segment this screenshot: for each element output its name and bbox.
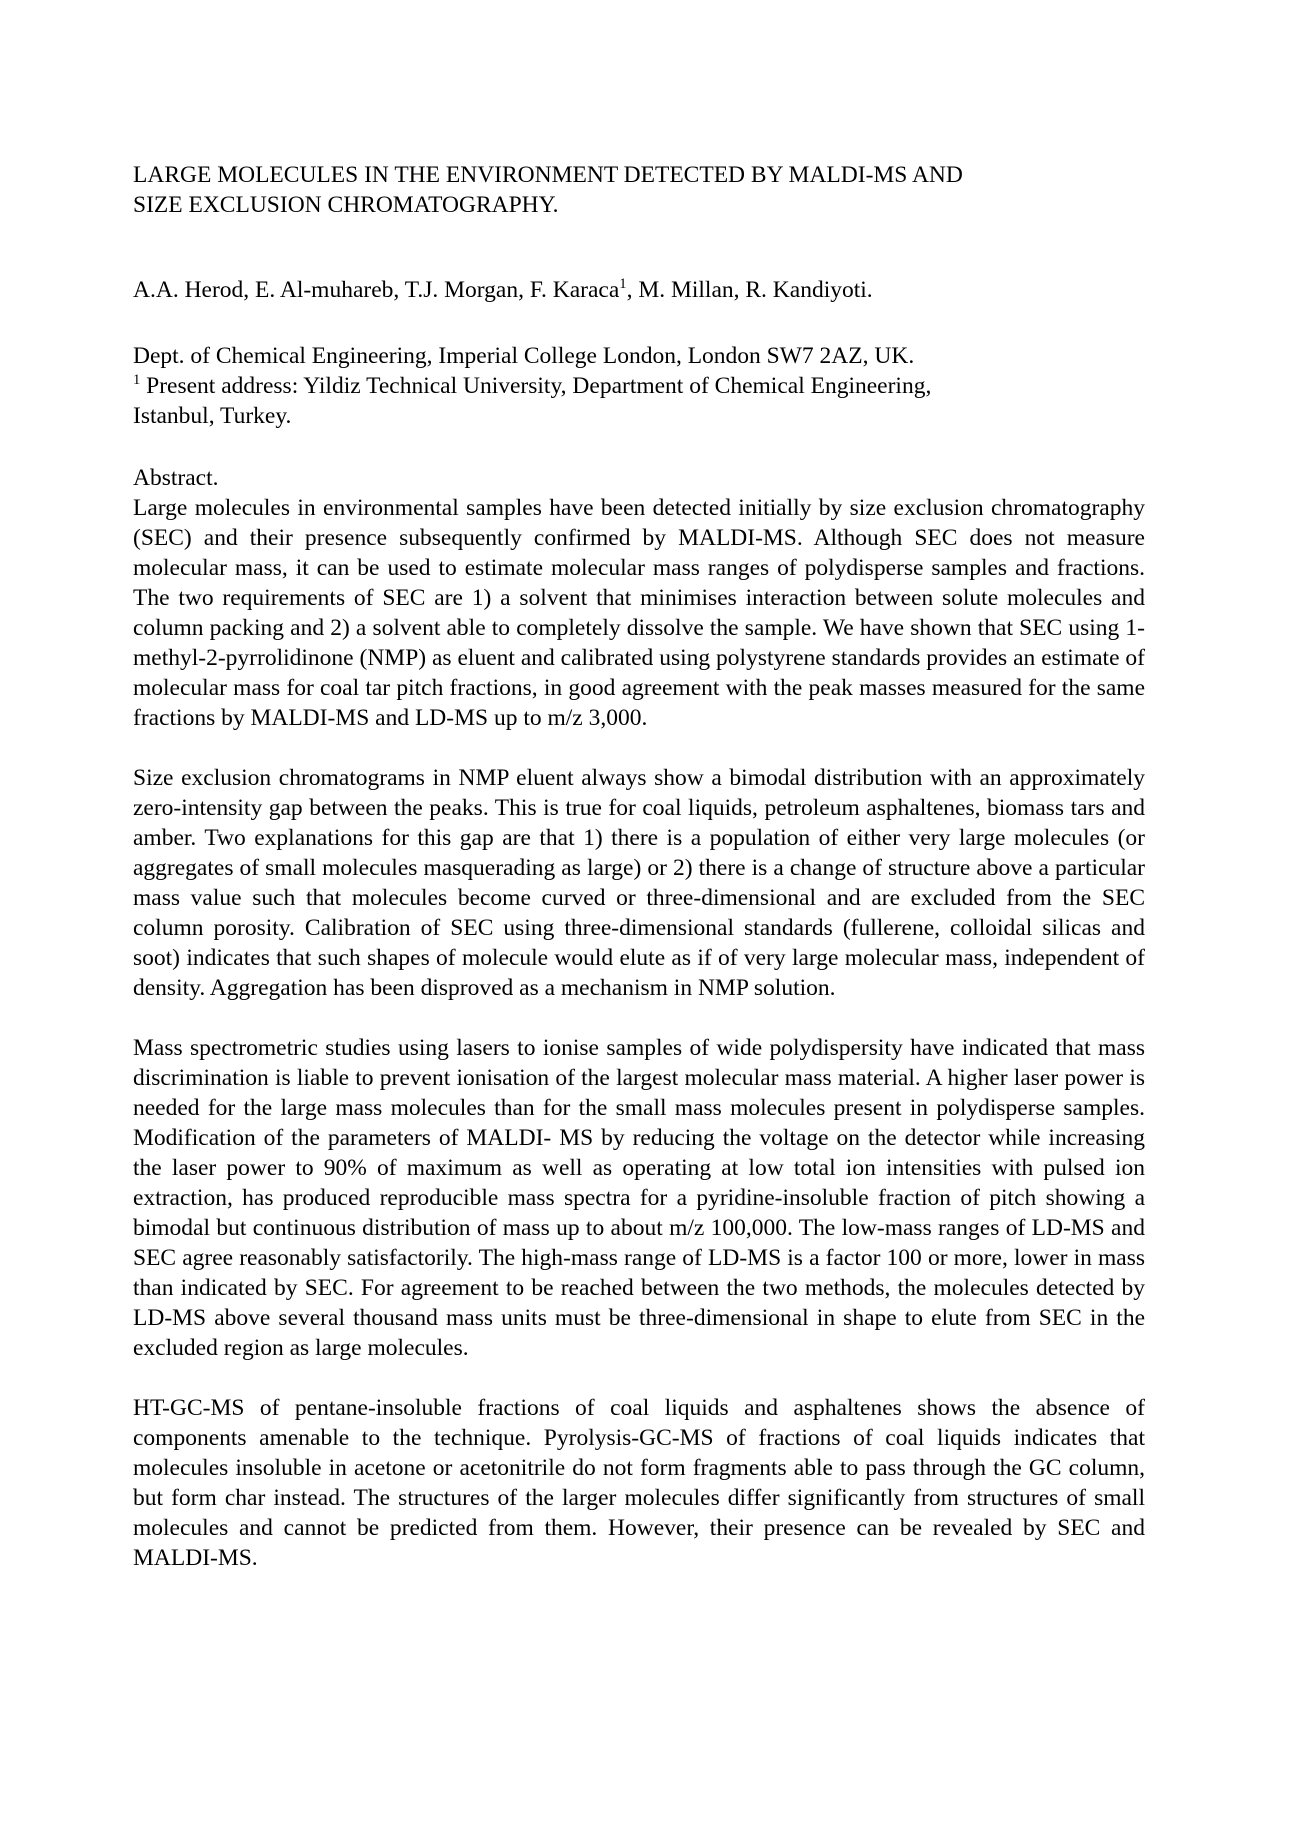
author-names-continued: , M. Millan, R. Kandiyoti. [626,277,873,303]
abstract-paragraph-1: Large molecules in environmental samples have been detected initially by size exclusion chromatography (SEC) and their presence subsequently confirmed by MALDI-MS. Although SEC does not measure molecular mass, it can be used to estimate molecular mass ranges of polydisperse samples and fractions. The two requirements of SEC are 1) a solvent that minimises interaction between solute molecules and column packing and 2) a solvent able to completely dissolve the sample. We have shown that SEC using 1-methyl-2-pyrrolidinone (NMP) as eluent and calibrated using polystyrene standards provides an estimate of molecular mass for coal tar pitch fractions, in good agreement with the peak masses measured for the same fractions by MALDI-MS and LD-MS up to m/z 3,000. [133,495,1145,731]
affiliation-dept-line: Dept. of Chemical Engineering, Imperial College London, London SW7 2AZ, UK. [133,343,915,369]
abstract-paragraph-2: Size exclusion chromatograms in NMP eluent always show a bimodal distribution with an approximately zero-intensity gap between the peaks. This is true for coal liquids, petroleum asphaltenes, biomass tars and amber. Two explanations for this gap are that 1) there is a population of either very large molecules (or aggregates of small molecules masquerading as large) or 2) there is a change of structure above a particular mass value such that molecules become curved or three-dimensional and are excluded from the SEC column porosity. Calibration of SEC using three-dimensional standards (fullerene, colloidal silicas and soot) indicates that such shapes of molecule would elute as if of very large molecular mass, independent of density. Aggregation has been disproved as a mechanism in NMP solution. [133,765,1145,1001]
footnote-marker: 1 [133,372,141,389]
paper-title-line-2: SIZE EXCLUSION CHROMATOGRAPHY. [133,192,559,218]
author-line [133,275,1145,305]
abstract-heading: Abstract. [133,465,219,491]
author-footnote-marker: 1 [619,276,627,293]
author-names: A.A. Herod, E. Al-muhareb, T.J. Morgan, F. Karaca [133,277,620,303]
paper-title [133,160,1145,220]
abstract-paragraph-4: HT-GC-MS of pentane-insoluble fractions of coal liquids and asphaltenes shows the absence of components amenable to the technique. Pyrolysis-GC-MS of fractions of coal liquids indicates that molecules insoluble in acetone or acetonitrile do not form fragments able to pass through the GC column, but form char instead. The structures of the larger molecules differ significantly from structures of small molecules and cannot be predicted from them. However, their presence can be revealed by SEC and MALDI-MS. [133,1395,1145,1571]
document-body [133,0,1145,1603]
affiliation-footnote-line [133,371,1145,401]
affiliation-block [133,341,1145,431]
paper-title-line-1: LARGE MOLECULES IN THE ENVIRONMENT DETECTED BY MALDI-MS AND [133,162,963,188]
footnote-text: Present address: Yildiz Technical University, Department of Chemical Engineering, [140,373,932,399]
affiliation-city-line: Istanbul, Turkey. [133,403,292,429]
abstract-paragraph-3: Mass spectrometric studies using lasers to ionise samples of wide polydispersity have indicated that mass discrimination is liable to prevent ionisation of the largest molecular mass material. A higher laser power is needed for the large mass molecules than for the small mass molecules present in polydisperse samples. Modification of the parameters of MALDI- MS by reducing the voltage on the detector while increasing the laser power to 90% of maximum as well as operating at low total ion intensities with pulsed ion extraction, has produced reproducible mass spectra for a pyridine-insoluble fraction of pitch showing a bimodal but continuous distribution of mass up to about m/z 100,000. The low-mass ranges of LD-MS and SEC agree reasonably satisfactorily. The high-mass range of LD-MS is a factor 100 or more, lower in mass than indicated by SEC. For agreement to be reached between the two methods, the molecules detected by LD-MS above several thousand mass units must be three-dimensional in shape to elute from SEC in the excluded region as large molecules. [133,1035,1145,1361]
